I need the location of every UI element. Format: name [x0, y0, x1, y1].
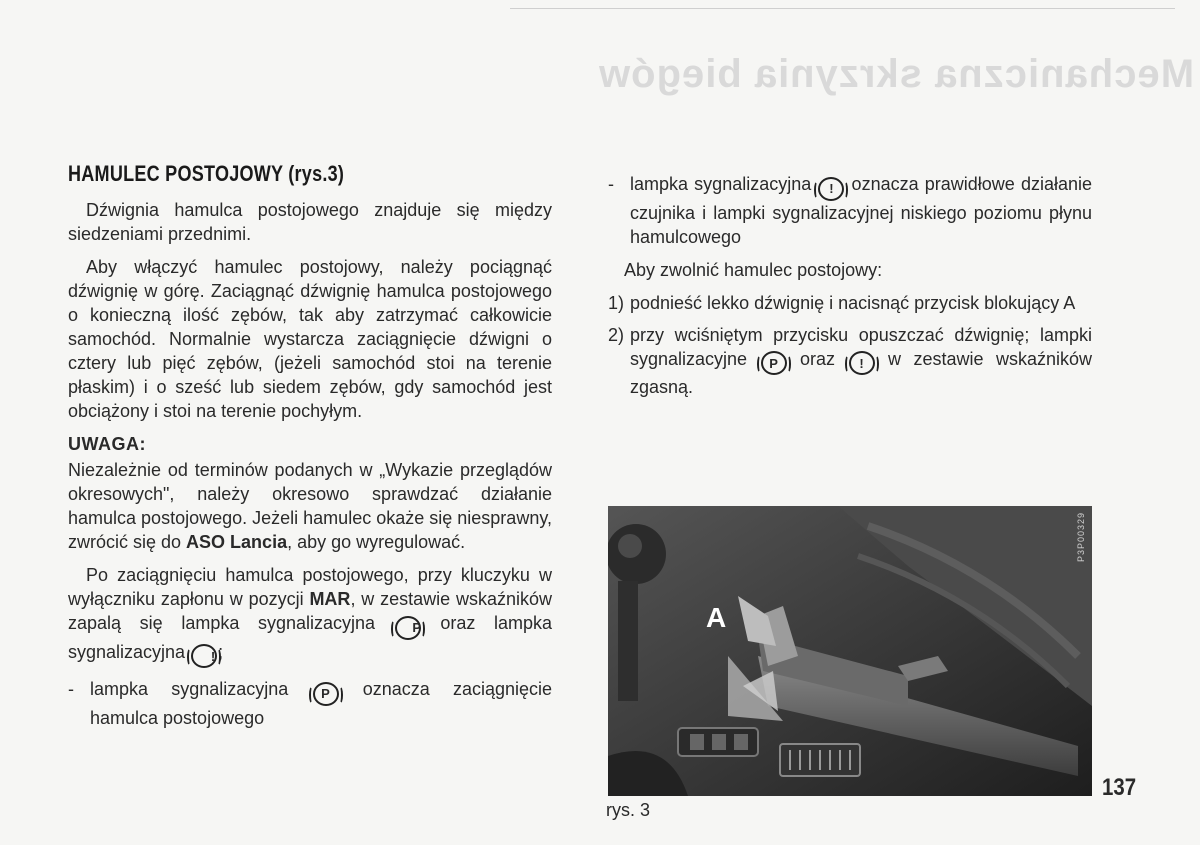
paragraph-release-intro: Aby zwolnić hamulec postojowy:: [624, 259, 883, 280]
paragraph-engage: Aby włączyć hamulec postojowy, należy pociągnąć dźwignię w górę. Zaciągnąć dźwignię hamulca postojowego o konieczną ilość zębów, tak aby zatrzymać całkowicie samochód. Normalnie wystarcza zaciągnięcie dźwigni o cztery lub pięć zębów, (jeżeli samochód stoi na terenie płaskim) i o sześć lub siedem zębów, gdy samochód jest obciążony i stoi na terenie pochyłym.: [68, 257, 552, 421]
brake-warning-icon: !: [818, 177, 844, 201]
parking-brake-icon: P: [761, 351, 787, 375]
left-column: [68, 160, 552, 739]
page-number: 137: [1102, 774, 1137, 801]
figure-caption: rys. 3: [606, 800, 651, 820]
parking-brake-icon: P: [313, 682, 339, 706]
paragraph-uwaga: Niezależnie od terminów podanych w „Wykazie przeglądów okresowych", należy okresowo sprawdzać działanie hamulca postojowego. Jeżeli hamulec okaże się niesprawny, zwrócić się do ASO Lancia, aby go wyregulować.: [68, 460, 552, 552]
right-column: [608, 172, 1092, 407]
list-item: - lampka sygnalizacyjna ! oznacza prawidłowe działanie czujnika i lampki sygnalizacyjnej niskiego poziomu płynu hamulcowego: [608, 174, 1093, 247]
paragraph-warning-lamps: Po zaciągnięciu hamulca postojowego, przy kluczyku w wyłączniku zapłonu w pozycji MAR, w zestawie wskaźników zapalą się lampka sygnalizacyjna P oraz lampka sygnalizacyjna ! ;: [68, 563, 552, 668]
label-a: A: [706, 602, 727, 633]
handbrake-photo: [608, 506, 1092, 796]
list-item: - lampka sygnalizacyjna P oznacza zaciągnięcie hamulca postojowego: [68, 679, 553, 728]
brake-warning-icon: !: [191, 644, 217, 668]
paragraph-location: Dźwignia hamulca postojowego znajduje się między siedzeniami przednimi.: [68, 200, 552, 244]
step-item: 1) podnieść lekko dźwignię i nacisnąć przycisk blokujący A: [608, 292, 1076, 313]
brake-warning-icon: !: [849, 351, 875, 375]
mar-text: MAR: [309, 589, 351, 609]
step-item: 2) przy wciśniętym przycisku opuszczać dźwignię; lampki sygnalizacyjne P oraz ! w zestawie wskaźników zgasną.: [608, 324, 1093, 397]
photo-code: P3P00329: [1076, 512, 1086, 563]
aso-lancia-text: ASO Lancia: [186, 532, 288, 552]
mirrored-bleedthrough-title: Mechaniczna skrzynia biegów: [598, 52, 1195, 96]
section-heading: HAMULEC POSTOJOWY (rys.3): [68, 161, 345, 186]
parking-brake-icon: P: [395, 616, 421, 640]
uwaga-label: UWAGA:: [68, 434, 146, 454]
top-rule: [510, 8, 1175, 9]
